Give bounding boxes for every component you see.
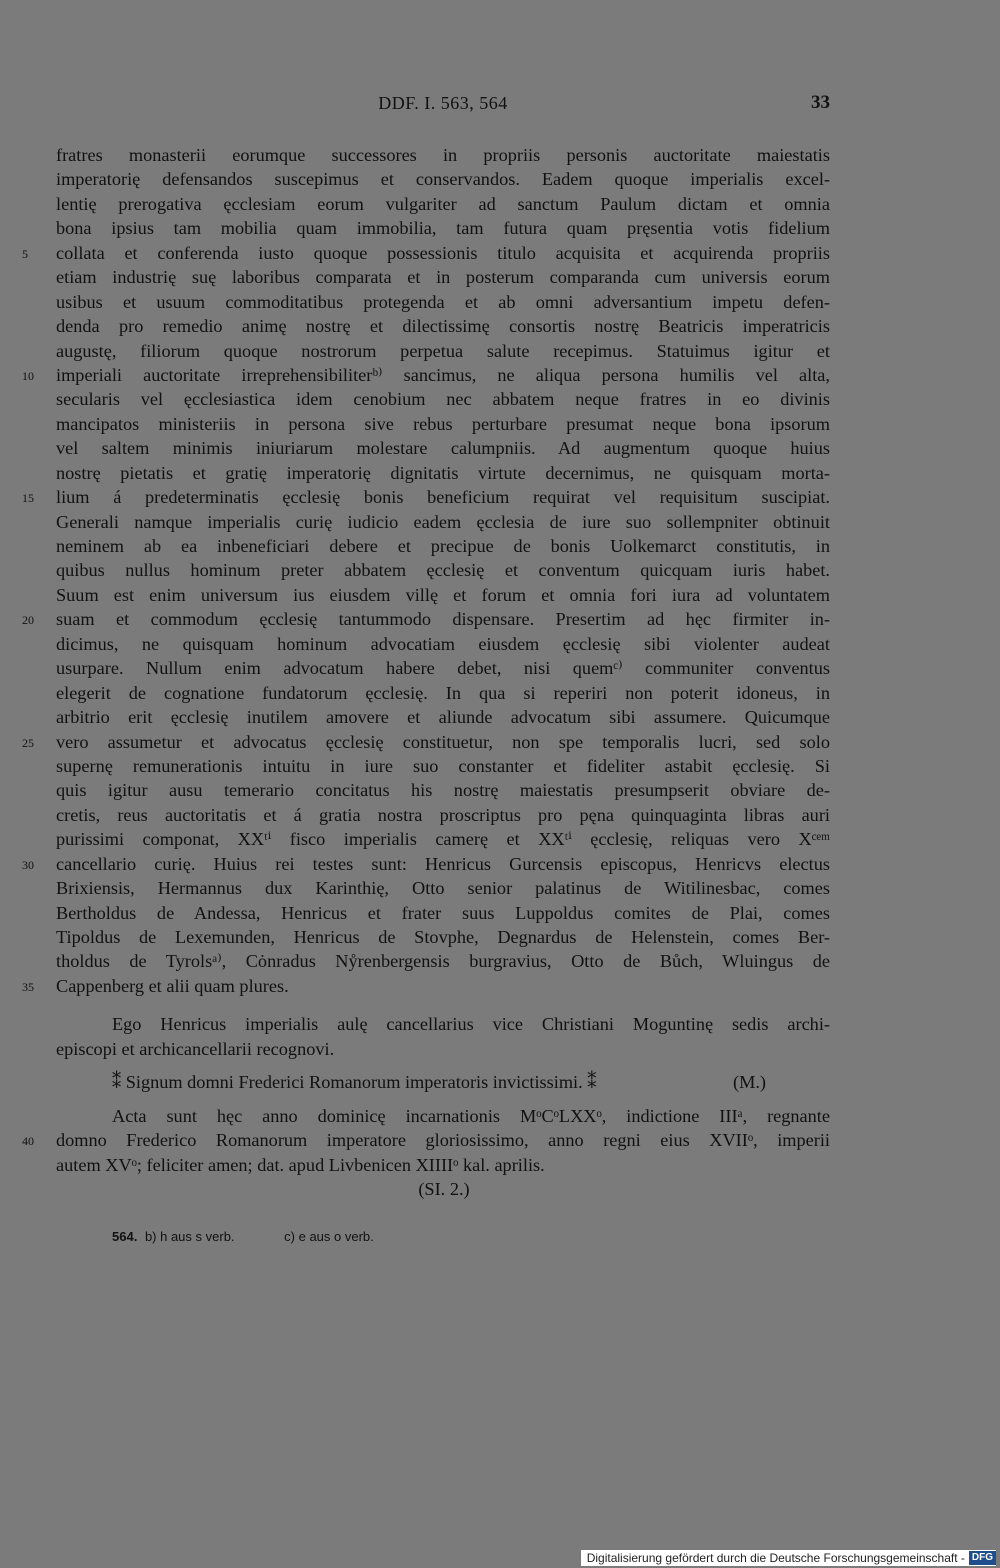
line-text: dicimus, ne quisquam hominum advocatiam eiusdem ęcclesię sibi violenter audeat — [56, 633, 830, 654]
line-text: nostrę pietatis et gratię imperatorię dignitatis virtute decernimus, ne quisquam morta- — [56, 462, 830, 483]
seal-mark: (SI. 2.) — [418, 1178, 470, 1199]
line-text: augustę, filiorum quoque nostrorum perpetua salute recepimus. Statuimus igitur et — [56, 340, 830, 361]
running-title: DDF. I. 563, 564 — [378, 93, 508, 113]
signum-text: ⁑ Signum domni Frederici Romanorum imperatoris invictissimi. ⁑ — [112, 1072, 597, 1093]
charter-text — [0, 143, 1000, 1201]
text-line — [0, 461, 1000, 485]
line-text: domno Frederico Romanorum imperatore gloriosissimo, anno regni eius XVIIᵒ, imperii — [56, 1130, 830, 1151]
line-text: usurpare. Nullum enim advocatum habere debet, nisi quemᶜ⁾ communiter conventus — [56, 658, 830, 679]
footnote-b: b) h aus s verb. — [144, 1229, 235, 1244]
line-text: neminem ab ea inbeneficiari debere et precipue de bonis Uolkemarct constitutis, in — [56, 536, 830, 556]
credit-text: Digitalisierung gefördert durch die Deutsche Forschungsgemeinschaft - — [586, 1551, 965, 1565]
line-text: imperiali auctoritate irreprehensibiliterᵇ⁾ sancimus, ne aliqua persona humilis vel alta, — [56, 364, 830, 385]
text-line — [0, 412, 1000, 436]
text-line — [0, 656, 1000, 680]
text-line — [0, 265, 1000, 289]
line-text: denda pro remedio animę nostrę et dilectissimę consortis nostrę Beatricis imperatricis — [56, 316, 830, 337]
page-number: 33 — [811, 92, 830, 113]
line-text: Tipoldus de Lexemunden, Henricus de Stovphe, Degnardus de Helenstein, comes Ber- — [56, 927, 830, 947]
line-text: autem XVᵒ; feliciter amen; dat. apud Livbenicen XIIIIᵒ kal. aprilis. — [56, 1154, 545, 1175]
spacer — [0, 998, 1000, 1012]
dating-lines — [0, 1104, 1000, 1177]
text-line — [0, 339, 1000, 363]
line-text: tholdus de Tyrolsᵃ⁾, Cȯnradus Nẙrenbergensis burgravius, Otto de Bůch, Wluingus de — [56, 951, 830, 972]
text-line — [0, 558, 1000, 582]
text-line — [0, 730, 1000, 754]
line-text: mancipatos ministeriis in persona sive rebus perturbare presumat neque bona ipsorum — [56, 413, 830, 434]
text-line — [0, 705, 1000, 729]
line-number: 40 — [22, 1134, 34, 1149]
recognition-text: episcopi et archicancellarii recognovi. — [56, 1038, 335, 1059]
line-text: suam et commodum ęcclesię tantummodo dispensare. Presertim ad hęc firmiter in- — [56, 609, 830, 630]
spacer — [0, 1095, 1000, 1104]
recognition-line — [0, 1037, 1000, 1061]
footnote-doc-number: 564. — [112, 1229, 138, 1244]
line-text: lentię prerogativa ęcclesiam eorum vulgariter ad sanctum Paulum dictam et omnia — [56, 193, 830, 214]
line-text: Suum est enim universum ius eiusdem villę et forum et omnia fori iura ad voluntatem — [56, 584, 830, 605]
text-line — [0, 534, 1000, 558]
line-text: vel saltem minimis iniuriarum molestare calumpniis. Ad augmentum quoque huius — [56, 438, 830, 459]
text-line — [0, 241, 1000, 265]
line-text: collata et conferenda iusto quoque possessionis titulo acquisita et acquirenda propriis — [56, 242, 830, 263]
text-line — [0, 216, 1000, 240]
line-text: supernę remunerationis intuitu in iure suo constanter et fideliter astabit ęcclesię. Si — [56, 755, 830, 776]
line-number: 35 — [22, 979, 34, 994]
line-text: Cappenberg et alii quam plures. — [56, 975, 289, 996]
line-text: lium á predeterminatis ęcclesię bonis beneficium requirat vel requisitum suscipiat. — [56, 487, 830, 508]
line-text: fratres monasterii eorumque successores in propriis personis auctoritate maiestatis — [56, 145, 830, 165]
line-text: secularis vel ęcclesiastica idem cenobium nec abbatem neque fratres in eo divinis — [56, 389, 830, 410]
text-line — [0, 485, 1000, 509]
spacer — [0, 1061, 1000, 1070]
text-line — [0, 852, 1000, 876]
monogram-mark: (M.) — [733, 1072, 767, 1093]
seal-line — [0, 1177, 1000, 1201]
line-number: 20 — [22, 613, 34, 628]
line-number: 15 — [22, 491, 34, 506]
text-line — [0, 876, 1000, 900]
line-text: bona ipsius tam mobilia quam immobilia, tam futura quam pręsentia votis fidelium — [56, 218, 830, 239]
text-line — [0, 925, 1000, 949]
text-line — [0, 632, 1000, 656]
line-text: Generali namque imperialis curię iudicio eadem ęcclesia de iure suo sollempniter obtinuit — [56, 511, 830, 532]
recognition-text: Ego Henricus imperialis aulę cancellarius vice Christiani Moguntinę sedis archi- — [112, 1014, 830, 1035]
line-text: elegerit de cognatione fundatorum ęcclesię. In qua si reperiri non poterit idoneus, in — [56, 682, 830, 703]
line-text: quis igitur ausu temerario concitatus his nostrę maiestatis presumpserit obviare de- — [56, 780, 830, 801]
text-line — [0, 363, 1000, 387]
digitization-credit — [581, 1550, 996, 1566]
text-line — [0, 167, 1000, 191]
line-number: 30 — [22, 857, 34, 872]
line-text: cretis, reus auctoritatis et á gratia nostra proscriptus pro pęna quinquaginta libras auri — [56, 804, 830, 825]
text-line — [0, 290, 1000, 314]
line-text: Bertholdus de Andessa, Henricus et frater suus Luppoldus comites de Plai, comes — [56, 902, 830, 923]
text-line — [0, 510, 1000, 534]
text-line — [0, 901, 1000, 925]
text-line — [0, 974, 1000, 998]
line-text: quibus nullus hominum preter abbatem ęcclesię et conventum quicquam iuris habet. — [56, 560, 830, 581]
dfg-logo-icon: DFG — [969, 1551, 996, 1565]
text-line — [0, 681, 1000, 705]
line-number: 10 — [22, 368, 34, 383]
text-line — [0, 436, 1000, 460]
text-line — [0, 387, 1000, 411]
text-line — [0, 607, 1000, 631]
text-line — [0, 1128, 1000, 1152]
text-line — [0, 143, 1000, 167]
line-text: usibus et usuum commoditatibus protegenda et ab omni adversantium impetu defen- — [56, 291, 830, 312]
line-text: Acta sunt hęc anno dominicę incarnationis MᵒCᵒLXXᵒ, indictione IIIᵃ, regnante — [112, 1105, 830, 1126]
line-text: purissimi componat, XXᵗⁱ fisco imperialis camerę et XXᵗⁱ ęcclesię, reliquas vero Xᶜᵉᵐ — [56, 829, 830, 850]
footnotes — [112, 1229, 374, 1244]
line-text: imperatorię defensandos suscepimus et conservandos. Eadem quoque imperialis excel- — [56, 169, 830, 190]
text-line — [0, 827, 1000, 851]
recognition-line — [0, 1012, 1000, 1036]
text-line — [0, 803, 1000, 827]
text-line — [0, 314, 1000, 338]
line-number: 5 — [22, 246, 28, 261]
text-line — [0, 949, 1000, 973]
body-lines — [0, 143, 1000, 998]
text-line — [0, 192, 1000, 216]
footnote-c: c) e aus o verb. — [284, 1229, 374, 1244]
page-header — [56, 93, 830, 117]
line-text: cancellario curię. Huius rei testes sunt: Henricus Gurcensis episcopus, Henricvs electus — [56, 853, 830, 874]
line-number: 25 — [22, 735, 34, 750]
text-line — [0, 1153, 1000, 1177]
line-text: arbitrio erit ęcclesię inutilem amovere et aliunde advocatum sibi assumere. Quicumque — [56, 707, 830, 728]
text-line — [0, 583, 1000, 607]
text-line — [0, 778, 1000, 802]
line-text: vero assumetur et advocatus ęcclesię constituetur, non spe temporalis lucri, sed solo — [56, 731, 830, 752]
line-text: Brixiensis, Hermannus dux Karinthię, Otto senior palatinus de Witilinesbac, comes — [56, 878, 830, 899]
text-line — [0, 754, 1000, 778]
line-text: etiam industrię suę laboribus comparata et in posterum comparanda cum universis eorum — [56, 267, 830, 288]
signum-line — [0, 1070, 1000, 1094]
text-line — [0, 1104, 1000, 1128]
